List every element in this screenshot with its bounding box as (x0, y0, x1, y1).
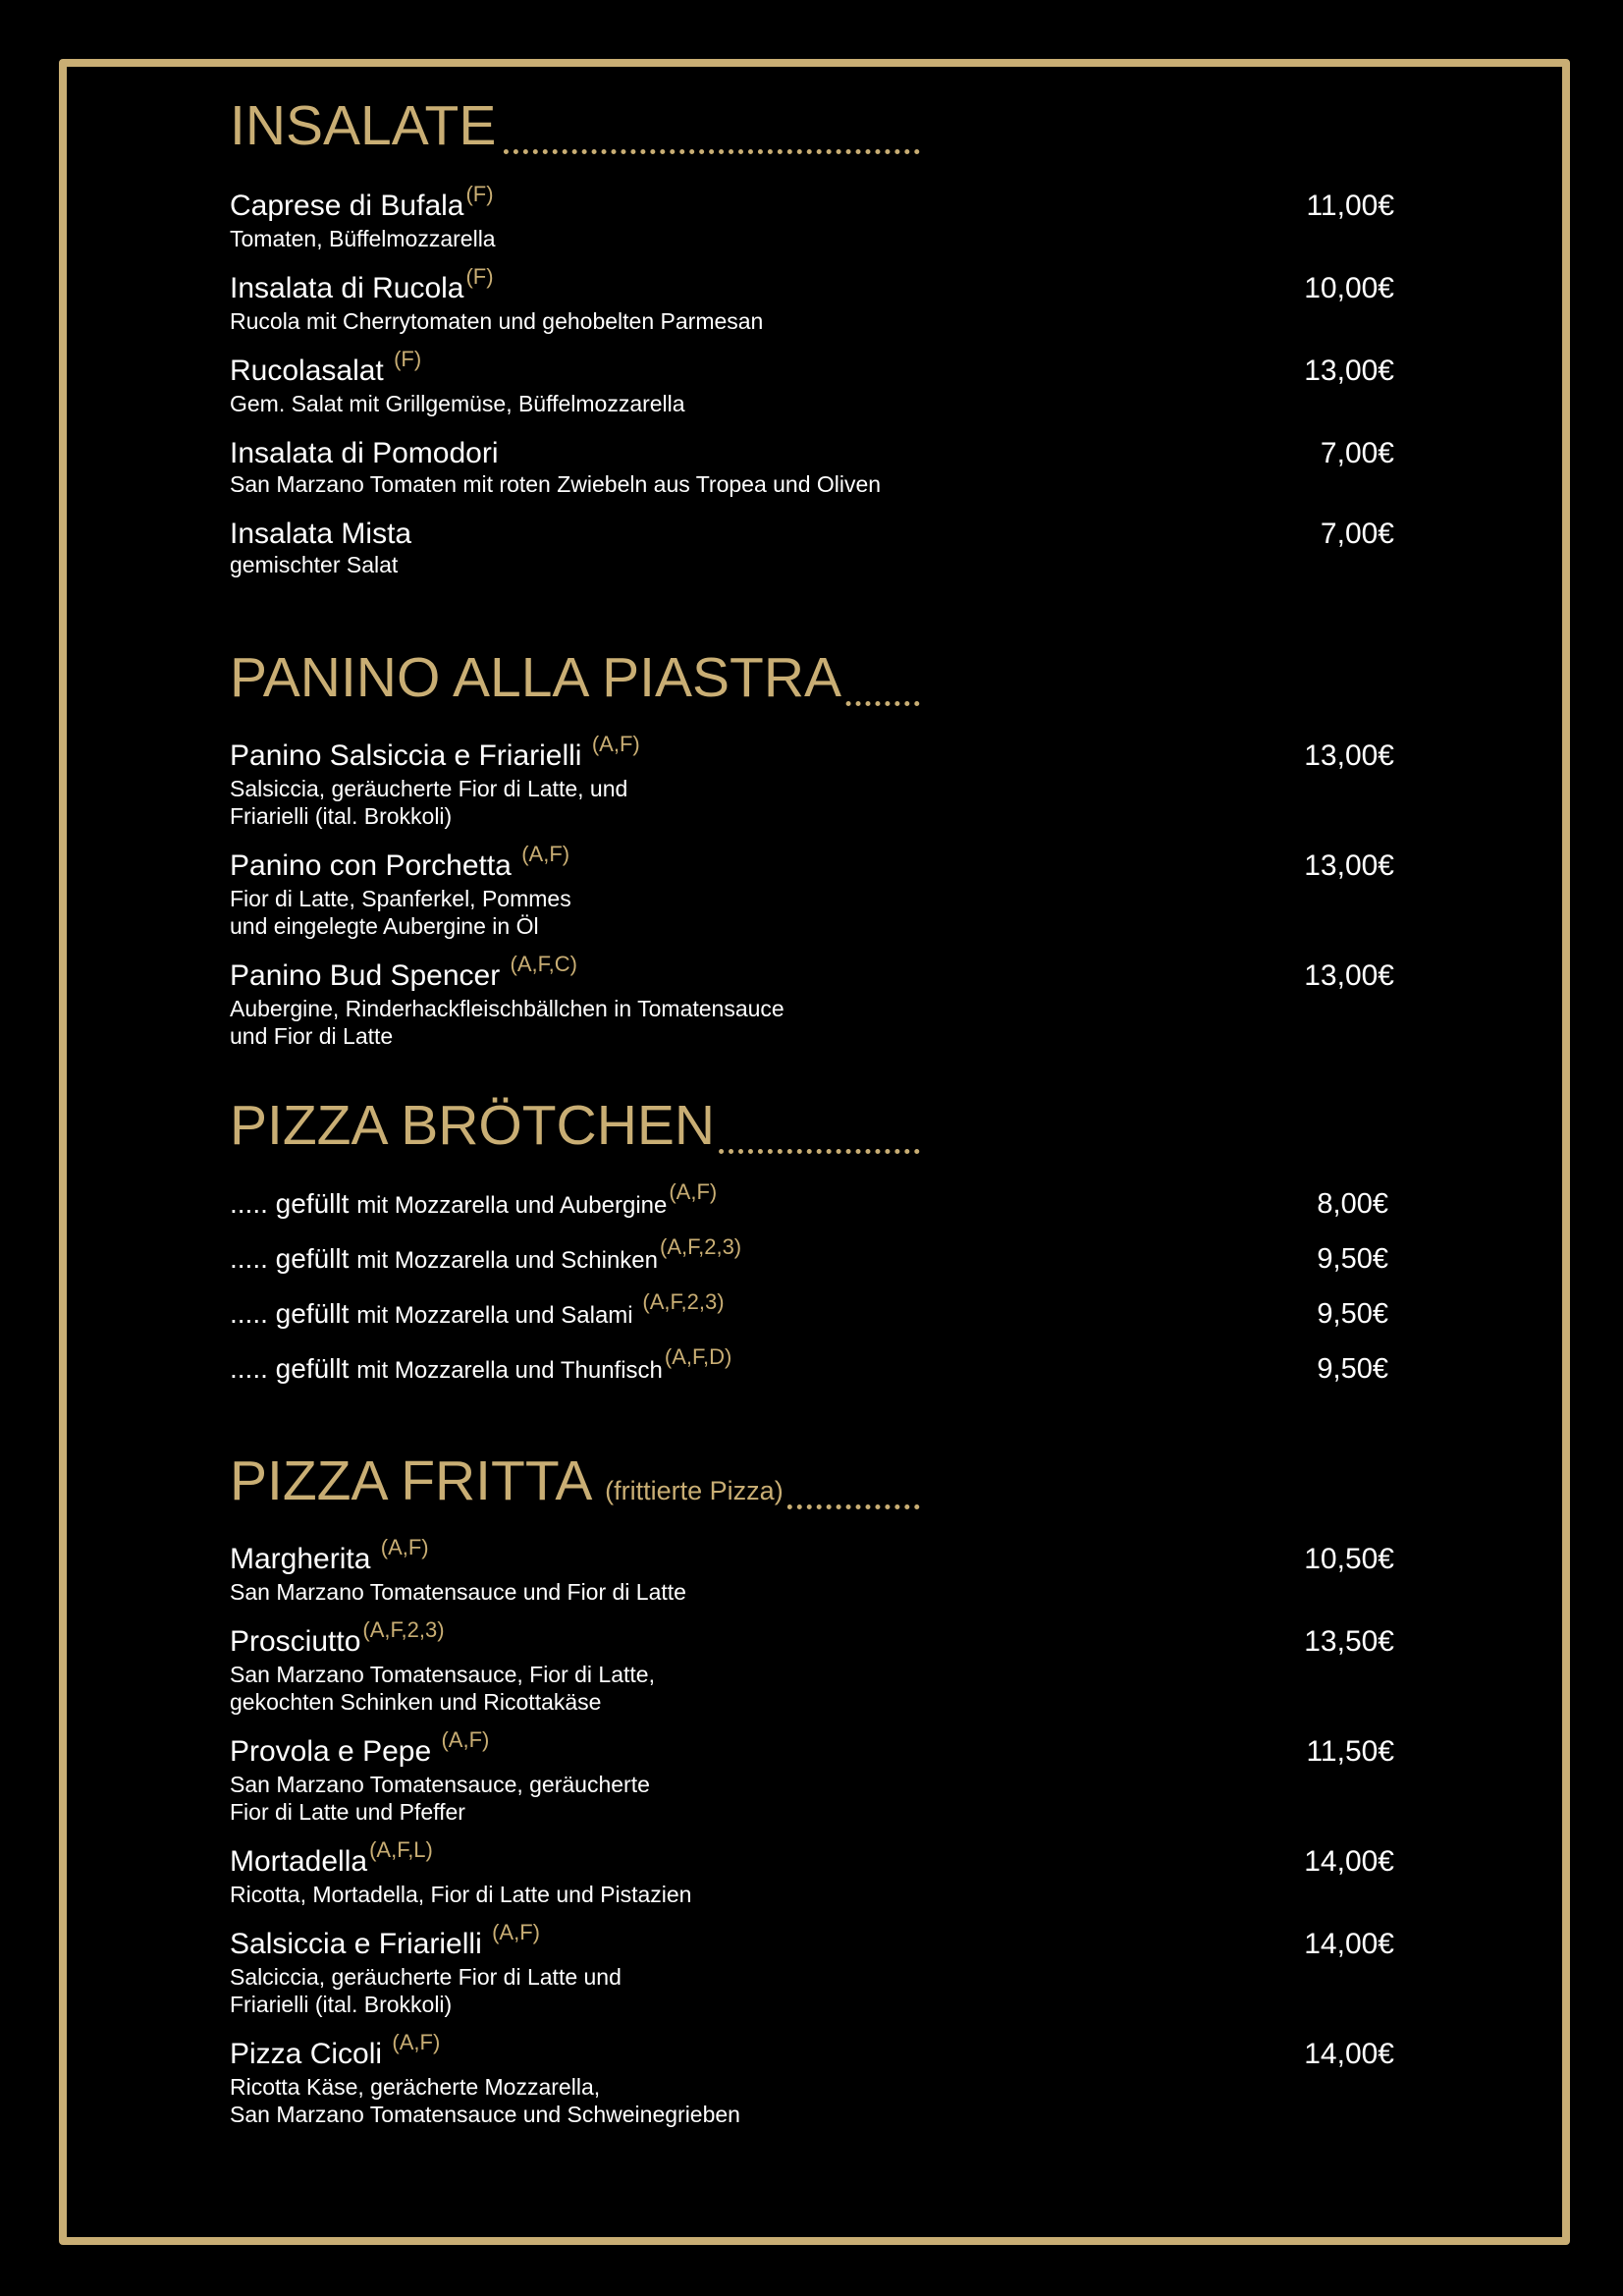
item-name: mit Mozzarella und Aubergine (356, 1192, 668, 1219)
section-title-text: INSALATE (230, 98, 500, 154)
item-name: Rucolasalat (230, 355, 384, 387)
item-prefix: ..... gefüllt (230, 1188, 350, 1219)
item-price: 9,50€ (1317, 1353, 1388, 1385)
item-description-line2: und eingelegte Aubergine in Öl (230, 913, 539, 939)
item-name: Mortadella (230, 1845, 368, 1878)
item-allergens: (A,F,2,3) (362, 1617, 445, 1642)
item-description: Ricotta, Mortadella, Fior di Latte und Pistazien (230, 1882, 692, 1907)
menu-item (230, 1344, 1394, 1394)
item-price: 13,00€ (1304, 739, 1394, 772)
menu-item (230, 2030, 1394, 2128)
item-allergens: (F) (394, 347, 422, 371)
item-prefix: ..... gefüllt (230, 1353, 350, 1384)
item-allergens: (A,F,L) (369, 1837, 433, 1862)
item-description-line2: Friarielli (ital. Brokkoli) (230, 1992, 453, 2017)
item-description-line2: und Fior di Latte (230, 1023, 394, 1049)
item-price: 9,50€ (1317, 1298, 1388, 1330)
menu-item (230, 264, 1394, 335)
item-description: Fior di Latte, Spanferkel, Pommes (230, 886, 571, 911)
item-allergens: (A,F,C) (510, 952, 577, 976)
item-allergens: (A,F,2,3) (660, 1234, 742, 1259)
item-allergens: (A,F) (591, 732, 640, 756)
section-title (230, 1449, 920, 1513)
item-name: Panino Salsiccia e Friarielli (230, 739, 582, 772)
section-title-text: PIZZA FRITTA (230, 1449, 590, 1512)
item-name: Prosciutto (230, 1625, 361, 1658)
item-description: Ricotta Käse, gerächerte Mozzarella, (230, 2074, 601, 2100)
section-insalate (230, 93, 1394, 578)
menu-content (230, 93, 1394, 2128)
item-name: Caprese di Bufala (230, 190, 464, 222)
menu-item (230, 518, 1394, 578)
item-price: 11,00€ (1306, 190, 1394, 222)
item-description: Gem. Salat mit Grillgemüse, Büffelmozzarella (230, 391, 685, 416)
item-price: 13,50€ (1304, 1625, 1394, 1658)
item-allergens: (A,F) (441, 1727, 490, 1752)
item-price: 11,50€ (1306, 1735, 1394, 1768)
item-description: Rucola mit Cherrytomaten und gehobelten Parmesan (230, 308, 764, 334)
item-allergens: (A,F,2,3) (642, 1289, 725, 1314)
menu-item (230, 1535, 1394, 1606)
item-name: Provola e Pepe (230, 1735, 432, 1768)
menu-item (230, 1617, 1394, 1716)
menu-item (230, 1920, 1394, 2018)
menu-item (230, 437, 1394, 498)
item-description: gemischter Salat (230, 552, 399, 577)
item-price: 8,00€ (1317, 1188, 1388, 1220)
item-price: 13,00€ (1304, 355, 1394, 387)
item-price: 14,00€ (1304, 2038, 1394, 2070)
item-description-line2: Friarielli (ital. Brokkoli) (230, 803, 453, 829)
item-price: 7,00€ (1320, 518, 1394, 550)
section-title (230, 93, 920, 158)
section-title-text: PIZZA BRÖTCHEN (230, 1098, 719, 1154)
section-pizza-broetchen (230, 1093, 1394, 1394)
menu-item (230, 347, 1394, 417)
item-allergens: (F) (465, 264, 494, 289)
item-price: 14,00€ (1304, 1928, 1394, 1960)
item-description: Salsiccia, geräucherte Fior di Latte, und (230, 776, 628, 801)
item-description: Salciccia, geräucherte Fior di Latte und (230, 1964, 622, 1990)
item-allergens: (A,F) (492, 1920, 540, 1944)
item-description: Aubergine, Rinderhackfleischbällchen in Tomatensauce (230, 996, 784, 1021)
item-name: Insalata di Rucola (230, 272, 464, 304)
section-title-text: PANINO ALLA PIASTRA (230, 650, 845, 706)
item-prefix: ..... gefüllt (230, 1243, 350, 1274)
item-price: 14,00€ (1304, 1845, 1394, 1878)
item-description: San Marzano Tomatensauce und Fior di Latte (230, 1579, 686, 1605)
item-name: Margherita (230, 1543, 371, 1575)
item-description: San Marzano Tomatensauce, geräucherte (230, 1772, 650, 1797)
item-description: San Marzano Tomaten mit roten Zwiebeln aus Tropea und Oliven (230, 471, 882, 497)
item-allergens: (A,F) (392, 2030, 441, 2054)
item-price: 10,50€ (1304, 1543, 1394, 1575)
item-price: 10,00€ (1304, 272, 1394, 304)
item-allergens: (A,F) (521, 842, 570, 866)
menu-item (230, 1179, 1394, 1229)
item-description-line2: Fior di Latte und Pfeffer (230, 1799, 465, 1825)
section-pizza-fritta (230, 1449, 1394, 2128)
item-description: Tomaten, Büffelmozzarella (230, 226, 496, 251)
item-description-line2: San Marzano Tomatensauce und Schweinegrieben (230, 2102, 740, 2127)
item-name: Panino Bud Spencer (230, 959, 501, 992)
item-description-line2: gekochten Schinken und Ricottakäse (230, 1689, 602, 1715)
menu-item (230, 1837, 1394, 1908)
item-name: mit Mozzarella und Thunfisch (356, 1357, 663, 1384)
menu-item (230, 182, 1394, 252)
menu-item (230, 1289, 1394, 1339)
item-prefix: ..... gefüllt (230, 1298, 350, 1329)
menu-item (230, 952, 1394, 1050)
item-name: Salsiccia e Friarielli (230, 1928, 482, 1960)
item-allergens: (F) (465, 182, 494, 206)
item-name: Insalata di Pomodori (230, 437, 499, 469)
item-name: Pizza Cicoli (230, 2038, 383, 2070)
item-price: 9,50€ (1317, 1243, 1388, 1275)
item-price: 7,00€ (1320, 437, 1394, 469)
item-price: 13,00€ (1304, 849, 1394, 882)
section-title (230, 645, 920, 710)
item-name: mit Mozzarella und Schinken (356, 1247, 658, 1274)
item-name: mit Mozzarella und Salami (356, 1302, 633, 1329)
item-name: Panino con Porchetta (230, 849, 512, 882)
section-panino (230, 645, 1394, 1050)
menu-item (230, 732, 1394, 830)
item-allergens: (A,F,D) (664, 1344, 732, 1369)
section-subtitle: (frittierte Pizza) (605, 1476, 784, 1505)
item-price: 13,00€ (1304, 959, 1394, 992)
item-description: San Marzano Tomatensauce, Fior di Latte, (230, 1662, 655, 1687)
menu-item (230, 1727, 1394, 1826)
item-allergens: (A,F) (669, 1179, 718, 1204)
menu-item (230, 842, 1394, 940)
item-name: Insalata Mista (230, 518, 412, 550)
menu-item (230, 1234, 1394, 1284)
section-title (230, 1093, 920, 1158)
item-allergens: (A,F) (380, 1535, 429, 1559)
